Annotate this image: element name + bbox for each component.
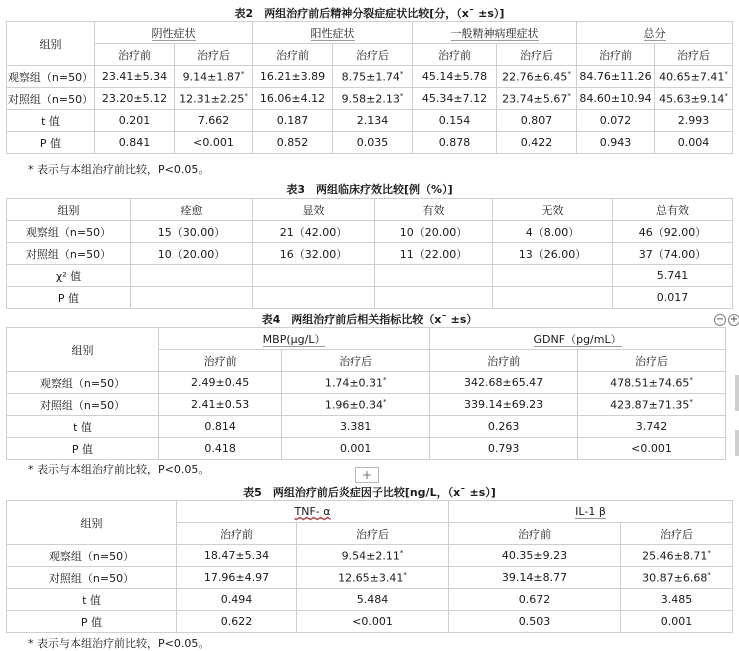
table4-row (7, 372, 726, 394)
significance-marker: * (724, 91, 728, 100)
significance-marker: * (689, 397, 693, 406)
table5-cell: <0.001 (297, 611, 449, 633)
table2-row (7, 66, 733, 88)
table2-cell: 23.74±5.67* (497, 88, 577, 110)
table4-cell: 0.263 (430, 416, 578, 438)
significance-marker: * (707, 570, 711, 579)
table2-subheader-before: 治疗前 (253, 44, 333, 66)
table2-note: * 表示与本组治疗前比较，P<0.05。 (28, 163, 210, 176)
table4-cell: 2.41±0.53 (159, 394, 282, 416)
table5-row-label: P 值 (7, 611, 177, 633)
table5-row-label: 观察组（n=50） (7, 545, 177, 567)
table2-cell: 0.878 (413, 132, 497, 154)
table2-cell: <0.001 (175, 132, 253, 154)
table5-row (7, 611, 733, 633)
table3-cell (131, 265, 253, 287)
table5-cell: 0.001 (621, 611, 733, 633)
table2-cell: 12.31±2.25* (175, 88, 253, 110)
table3-row (7, 287, 733, 309)
table2-body (7, 66, 733, 154)
table5-cell: 0.622 (177, 611, 297, 633)
table5-subheader-before: 治疗前 (449, 523, 621, 545)
significance-marker: * (399, 69, 404, 78)
table4-category: GDNF（pg/mL） (430, 328, 726, 350)
table5-cell: 30.87±6.68* (621, 567, 733, 589)
table2-row (7, 88, 733, 110)
table2-cell: 84.76±11.26 (577, 66, 655, 88)
table3-row-label: 观察组（n=50） (7, 221, 131, 243)
table3-header: 组别 (7, 199, 131, 221)
table2-cell: 9.58±2.13* (333, 88, 413, 110)
table3-cell (493, 287, 613, 309)
table2-cell: 45.63±9.14* (655, 88, 733, 110)
table2-subheader-after: 治疗后 (333, 44, 413, 66)
significance-marker: * (567, 91, 571, 100)
table5 (6, 500, 733, 633)
table2-row (7, 132, 733, 154)
table2-cell: 0.187 (253, 110, 333, 132)
table5-cell: 0.672 (449, 589, 621, 611)
table2-cell: 45.14±5.78 (413, 66, 497, 88)
table4-body (7, 372, 726, 460)
collapse-icon[interactable]: − (715, 314, 725, 325)
table5-row-label: 对照组（n=50） (7, 567, 177, 589)
table2-subheader-after: 治疗后 (655, 44, 733, 66)
table2-category: 阴性症状 (95, 22, 253, 44)
table4-row (7, 394, 726, 416)
table2-cell: 16.06±4.12 (253, 88, 333, 110)
table4-cell: 3.381 (282, 416, 430, 438)
table2-cell: 7.662 (175, 110, 253, 132)
table4-subheader-before: 治疗前 (430, 350, 578, 372)
table4-cell: 342.68±65.47 (430, 372, 578, 394)
significance-marker: * (724, 69, 728, 78)
table5-cell: 0.503 (449, 611, 621, 633)
table2-cell: 9.14±1.87* (175, 66, 253, 88)
table5-cell: 25.46±8.71* (621, 545, 733, 567)
table2 (6, 21, 733, 154)
add-row-button[interactable]: + (355, 467, 379, 483)
table2-cell: 8.75±1.74* (333, 66, 413, 88)
table3-cell: 46（92.00） (613, 221, 733, 243)
table2-subheader-after: 治疗后 (175, 44, 253, 66)
table2-cell: 23.41±5.34 (95, 66, 175, 88)
table4-title: 表4 两组治疗前后相关指标比较（x¯ ±s） (261, 313, 478, 326)
significance-marker: * (707, 548, 711, 557)
table4-cell: 3.742 (578, 416, 726, 438)
table3-cell (375, 287, 493, 309)
table5-subheader-before: 治疗前 (177, 523, 297, 545)
table3-header: 无效 (493, 199, 613, 221)
table2-subheader-before: 治疗前 (413, 44, 497, 66)
table2-subheader-before: 治疗前 (95, 44, 175, 66)
table3-cell (493, 265, 613, 287)
table3-cell: 13（26.00） (493, 243, 613, 265)
table3-cell: 4（8.00） (493, 221, 613, 243)
table5-group-header: 组别 (7, 501, 177, 545)
table3-row-label: P 值 (7, 287, 131, 309)
significance-marker: * (244, 91, 248, 100)
table3-cell: 16（32.00） (253, 243, 375, 265)
table2-row (7, 110, 733, 132)
table5-note: * 表示与本组治疗前比较，P<0.05。 (28, 637, 210, 650)
table3-row (7, 243, 733, 265)
table2-cell: 2.993 (655, 110, 733, 132)
table4-category: MBP(μg/L） (159, 328, 430, 350)
table2-cell: 45.34±7.12 (413, 88, 497, 110)
table3-cell: 37（74.00） (613, 243, 733, 265)
table5-cell: 9.54±2.11* (297, 545, 449, 567)
table2-cell: 0.841 (95, 132, 175, 154)
table5-category: TNF- α (177, 501, 449, 523)
table3-cell (375, 265, 493, 287)
table4-cell: 2.49±0.45 (159, 372, 282, 394)
table5-body (7, 545, 733, 633)
table2-title: 表2 两组治疗前后精神分裂症症状比较[分，（x¯ ±s）] (234, 7, 505, 20)
significance-marker: * (399, 91, 404, 100)
table3-cell (131, 287, 253, 309)
table2-group-header: 组别 (7, 22, 95, 66)
table5-cell: 17.96±4.97 (177, 567, 297, 589)
table2-cell: 0.201 (95, 110, 175, 132)
table2-cell: 23.20±5.12 (95, 88, 175, 110)
expand-icon[interactable]: + (729, 314, 739, 325)
table2-cell: 84.60±10.94 (577, 88, 655, 110)
table4-cell: 0.814 (159, 416, 282, 438)
scrollbar-thumb[interactable] (735, 430, 739, 456)
table3-header: 总有效 (613, 199, 733, 221)
table5-row-label: t 值 (7, 589, 177, 611)
table4-cell: 339.14±69.23 (430, 394, 578, 416)
table4-row-label: t 值 (7, 416, 159, 438)
table3-header: 显效 (253, 199, 375, 221)
table3-header: 痊愈 (131, 199, 253, 221)
table2-subheader-before: 治疗前 (577, 44, 655, 66)
table4-cell: 423.87±71.35* (578, 394, 726, 416)
table2-cell: 0.035 (333, 132, 413, 154)
table3-cell: 10（20.00） (375, 221, 493, 243)
table2-category: 总分 (577, 22, 733, 44)
table4-row-label: 对照组（n=50） (7, 394, 159, 416)
scrollbar-thumb[interactable] (735, 375, 739, 411)
table4-cell: 0.793 (430, 438, 578, 460)
table4-subheader-after: 治疗后 (578, 350, 726, 372)
table4-cell: 0.001 (282, 438, 430, 460)
table4-row-label: P 值 (7, 438, 159, 460)
table5-category: IL-1 β (449, 501, 733, 523)
table2-subheader-after: 治疗后 (497, 44, 577, 66)
table5-title-text: 表5 两组治疗前后炎症因子比较[ng/L，（x¯ ±s）] (243, 486, 496, 499)
table5-row (7, 545, 733, 567)
table4-cell: 1.96±0.34* (282, 394, 430, 416)
significance-marker: * (567, 69, 571, 78)
table2-cell: 0.154 (413, 110, 497, 132)
table2-category: 阳性症状 (253, 22, 413, 44)
significance-marker: * (383, 397, 387, 406)
table3-body (7, 221, 733, 309)
table5-cell: 3.485 (621, 589, 733, 611)
table2-cell: 0.943 (577, 132, 655, 154)
table2-cell: 0.004 (655, 132, 733, 154)
significance-marker: * (383, 375, 387, 384)
table4-cell: 0.418 (159, 438, 282, 460)
table2-row-label: t 值 (7, 110, 95, 132)
table3-cell: 21（42.00） (253, 221, 375, 243)
table3-cell: 10（20.00） (131, 243, 253, 265)
table3-cell (253, 265, 375, 287)
table5-cell: 5.484 (297, 589, 449, 611)
table3-row (7, 221, 733, 243)
table4-note: * 表示与本组治疗前比较，P<0.05。 (28, 463, 210, 476)
table3-cell: 11（22.00） (375, 243, 493, 265)
table3-row (7, 265, 733, 287)
table2-cell: 2.134 (333, 110, 413, 132)
significance-marker: * (403, 570, 407, 579)
significance-marker: * (689, 375, 693, 384)
table5-cell: 0.494 (177, 589, 297, 611)
table3 (6, 198, 733, 309)
table5-cell: 39.14±8.77 (449, 567, 621, 589)
table2-row-label: 观察组（n=50） (7, 66, 95, 88)
table5-subheader-after: 治疗后 (297, 523, 449, 545)
significance-marker: * (240, 69, 245, 78)
table2-cell: 40.65±7.41* (655, 66, 733, 88)
table2-cell: 0.072 (577, 110, 655, 132)
table2-row-label: 对照组（n=50） (7, 88, 95, 110)
table2-cell: 0.422 (497, 132, 577, 154)
table4-subheader-before: 治疗前 (159, 350, 282, 372)
table5-row (7, 589, 733, 611)
table2-cell: 0.852 (253, 132, 333, 154)
table2-cell: 0.807 (497, 110, 577, 132)
table3-cell: 0.017 (613, 287, 733, 309)
table4-row (7, 416, 726, 438)
table4-cell: 478.51±74.65* (578, 372, 726, 394)
table5-subheader-after: 治疗后 (621, 523, 733, 545)
table2-cell: 16.21±3.89 (253, 66, 333, 88)
table4-cell: 1.74±0.31* (282, 372, 430, 394)
table2-category: 一般精神病理症状 (413, 22, 577, 44)
table5-cell: 40.35±9.23 (449, 545, 621, 567)
table5-cell: 12.65±3.41* (297, 567, 449, 589)
table5-title (0, 484, 739, 500)
table3-title: 表3 两组临床疗效比较[例（%）] (286, 183, 453, 196)
table3-row-label: 对照组（n=50） (7, 243, 131, 265)
significance-marker: * (399, 548, 404, 557)
table4-row-label: 观察组（n=50） (7, 372, 159, 394)
table5-cell: 18.47±5.34 (177, 545, 297, 567)
table3-row-label: χ² 值 (7, 265, 131, 287)
table5-row (7, 567, 733, 589)
table2-row-label: P 值 (7, 132, 95, 154)
table4-row (7, 438, 726, 460)
table3-cell: 15（30.00） (131, 221, 253, 243)
table3-cell (253, 287, 375, 309)
table4-subheader-after: 治疗后 (282, 350, 430, 372)
table4-cell: <0.001 (578, 438, 726, 460)
table3-header: 有效 (375, 199, 493, 221)
table2-cell: 22.76±6.45* (497, 66, 577, 88)
table4-group-header: 组别 (7, 328, 159, 372)
table4 (6, 327, 726, 460)
table3-cell: 5.741 (613, 265, 733, 287)
